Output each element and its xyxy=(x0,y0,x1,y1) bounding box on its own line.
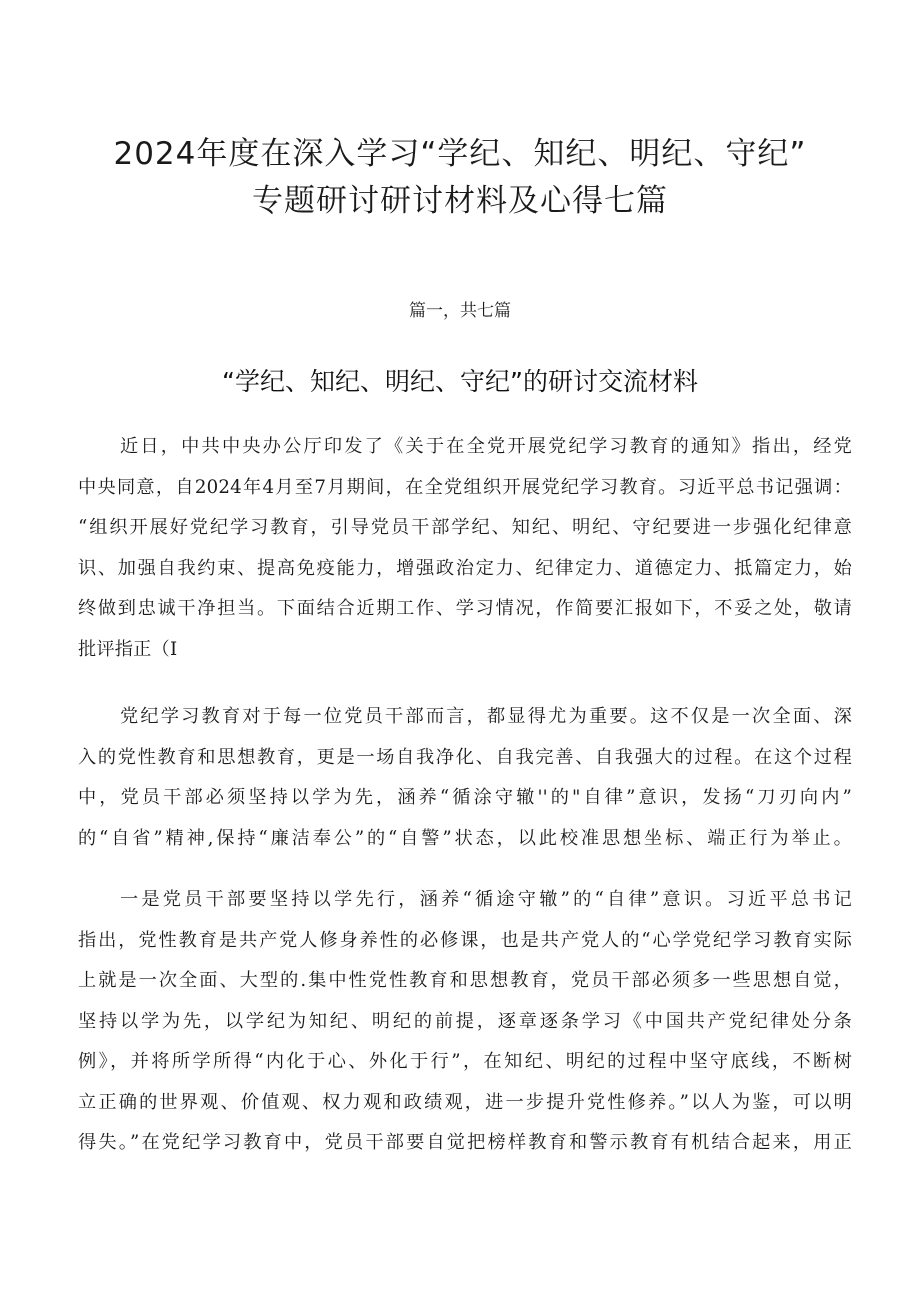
paragraph-line: 例》，并将所学所得“内化于心、外化于行”，在知纪、明纪的过程中坚守底线，不断树 xyxy=(78,1051,852,1072)
paragraph-line: 得失。”在党纪学习教育中，党员干部要自觉把榜样教育和警示教育有机结合起来，用正 xyxy=(78,1132,852,1153)
part-label: 篇一，共七篇 xyxy=(409,301,511,321)
paragraph-line: 近日，中共中央办公厅印发了《关于在全党开展党纪学习教育的通知》指出，经党 xyxy=(120,436,852,457)
paragraph-line: 一是党员干部要坚持以学先行，涵养“循途守辙”的“自律”意识。习近平总书记 xyxy=(120,889,852,910)
paragraph-line: 批评指正（I xyxy=(78,638,178,660)
document-title-line-2: 专题研讨研讨材料及心得七篇 xyxy=(252,183,668,219)
paragraph-2 xyxy=(78,697,852,859)
paragraph-line: 党纪学习教育对于每一位党员干部而言，都显得尤为重要。这不仅是一次全面、深 xyxy=(120,706,852,727)
paragraph-line: 立正确的世界观、价值观、权力观和政绩观，进一步提升党性修养。”以人为鉴，可以明 xyxy=(78,1091,852,1113)
paragraph-line: 入的党性教育和思想教育，更是一场自我净化、自我完善、自我强大的过程。在这个过程 xyxy=(78,746,852,768)
paragraph-line: “组织开展好党纪学习教育，引导党员干部学纪、知纪、明纪、守纪要进一步强化纪律意 xyxy=(78,517,852,538)
paragraph-line: 终做到忠诚干净担当。下面结合近期工作、学习情况，作简要汇报如下，不妥之处，敬请 xyxy=(78,598,852,619)
paragraph-line: 中，党员干部必须坚持以学为先，涵养“循涂守辙''的"自律”意识，发扬“刀刃向内” xyxy=(78,787,852,808)
paragraph-line: 的“自省”精神,保持“廉洁奉公”的“自警”状态，以此校准思想坐标、端正行为举止。 xyxy=(78,827,852,849)
paragraph-3 xyxy=(78,880,852,1164)
paragraph-line: 中央同意，自2024年4月至7月期间，在全党组织开展党纪学习教育。习近平总书记强调： xyxy=(78,476,852,498)
paragraph-line: 坚持以学为先，以学纪为知纪、明纪的前提，逐章逐条学习《中国共产党纪律处分条 xyxy=(78,1010,852,1032)
paragraph-line: 上就是一次全面、大型的.集中性党性教育和思想教育，党员干部必须多一些思想自觉， xyxy=(78,970,852,991)
section-title: “学纪、知纪、明纪、守纪”的研讨交流材料 xyxy=(222,367,698,396)
paragraph-line: 指出，党性教育是共产党人修身养性的必修课，也是共产党人的“心学党纪学习教育实际 xyxy=(78,929,852,951)
paragraph-line: 识、加强自我约束、提高免疫能力，增强政治定力、纪律定力、道德定力、抵篇定力，始 xyxy=(78,557,852,579)
document-title-line-1: 2024年度在深入学习“学纪、知纪、明纪、守纪” xyxy=(113,136,807,172)
paragraph-1 xyxy=(78,427,852,670)
